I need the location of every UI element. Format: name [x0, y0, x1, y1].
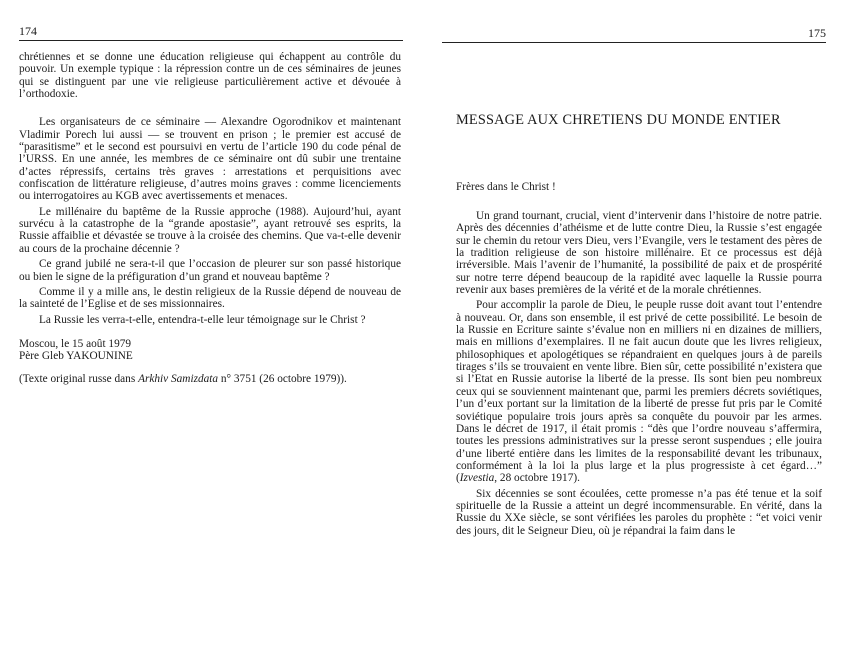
- signature-name: Père Gleb YAKOUNINE: [19, 350, 133, 363]
- salutation: Frères dans le Christ !: [456, 181, 556, 193]
- source-note: [19, 373, 401, 385]
- paragraph-text: Pour accomplir la parole de Dieu, le peuple russe doit avant tout l’entendre à nouveau. Or, dans son ensemble, il est privé de cette possibilité. Le besoin de la Russie en Ecriture sainte s’évalue non en milliers ni en dizaines de milliers, mais en millions d’exemplaires. Il ne fait aucun doute que les livres religieux, philosophiques et apologétiques se répandraient en quelques jours à de pareils tirages s’ils se trouvaient en vente libre. Bien sûr, cette possibilité n’existera que si l’Etat en Russie autorise la liberté de la presse. Ils sont bien peu nombreux ceux qui se souviennent maintenant que, parmi les premiers décrets soviétiques, l’un d’eux portant sur la limitation de la liberté de presse fut pris par le Comité soviétique populaire trois jours après sa conquête du pouvoir par les armes. Dans le décret de 1917, il était promis : “dès que l’ordre nouveau s’affermira, toutes les pressions administratives sur la presse seront suspendues ; elle jouira d’une liberté entière dans les limites de la responsabilité devant les tribunaux, conformément à la loi la plus large et la plus progressiste à cet égard…” (: [456, 299, 822, 485]
- source-note-journal: Arkhiv Samizdata: [138, 372, 219, 385]
- header-rule-left: [19, 40, 403, 41]
- paragraph: [456, 299, 822, 484]
- paragraph: chrétiennes et se donne une éducation religieuse qui échappent au contrôle du pouvoir. Un exemple typique : la répression contre un de ces séminaires de jeunes qui se distinguent par une vie religieuse particulièrement active et dévouée à l’orthodoxie.: [19, 51, 401, 101]
- page-number-left: 174: [19, 24, 37, 38]
- signature-place-date: Moscou, le 15 août 1979: [19, 337, 132, 350]
- paragraph: Comme il y a mille ans, le destin religieux de la Russie dépend de nouveau de la sainteté de l’Eglise et de ses missionnaires.: [19, 285, 401, 311]
- paragraph: Ce grand jubilé ne sera-t-il que l’occasion de pleurer sur son passé historique ou bien le signe de la préfiguration d’un grand et nouveau baptême ?: [19, 258, 401, 283]
- paragraph: La Russie les verra-t-elle, entendra-t-elle leur témoignage sur le Christ ?: [39, 313, 366, 326]
- citation-journal: Izvestia: [459, 472, 495, 485]
- left-page-body: [19, 51, 401, 385]
- left-page: [0, 0, 423, 666]
- page-number-right: 175: [808, 26, 826, 40]
- paragraph: Un grand tournant, crucial, vient d’intervenir dans l’histoire de notre patrie. Après des décennies d’athéisme et de lutte contre Dieu, la Russie s’est engagée sur le chemin du retour vers Dieu, vers l’Evangile, vers le testament des pères de la tradition religieuse de son histoire millénaire. Et ce processus est déjà irréversible. Mais l’avenir de l’humanité, la possibilité de paix et de prospérité sur notre terre dépend beaucoup de la rapidité avec laquelle la Russie pourra revenir aux bases premières de la vérité et de la morale chrétiennes.: [456, 210, 822, 297]
- right-page-body: [456, 210, 822, 537]
- paragraph: Six décennies se sont écoulées, cette promesse n’a pas été tenue et la soif spirituelle de la Russie a atteint un degré incommensurable. En vérité, dans la Russie du XXe siècle, se sont vérifiées les paroles du prophète : “et voici venir des jours, dit le Seigneur Dieu, où je répandrai la faim dans le: [456, 487, 822, 537]
- source-note-prefix: (Texte original russe dans: [19, 372, 139, 385]
- paragraph: Le millénaire du baptême de la Russie approche (1988). Aujourd’hui, ayant survécu à la catastrophe de la “grande apostasie”, ayant retrouvé ses esprits, la Russie affaiblie et dévastée se trouve à la croisée des chemins. Que va-t-elle devenir au cours de la prochaine décennie ?: [19, 205, 401, 255]
- source-note-suffix: n° 3751 (26 octobre 1979)).: [218, 372, 347, 385]
- header-rule-right: [442, 42, 826, 43]
- right-page: [424, 0, 847, 666]
- paragraph: Les organisateurs de ce séminaire — Alexandre Ogorodnikov et maintenant Vladimir Porech lui aussi — se trouvent en prison ; le premier est accusé de “parasitisme” et le second est poursuivi en vertu de l’article 190 du code pénal de l’URSS. En une année, les membres de ce séminaire ont dû subir une trentaine d’actes répressifs, certains très graves : arrestations et perquisitions avec confiscation de littérature religieuse, d’autres moins graves : comme licenciements ou interrogatoires au KGB avec avertissements et menaces.: [19, 116, 401, 203]
- chapter-title: MESSAGE AUX CHRETIENS DU MONDE ENTIER: [456, 112, 781, 128]
- citation-date: , 28 octobre 1917).: [494, 472, 580, 485]
